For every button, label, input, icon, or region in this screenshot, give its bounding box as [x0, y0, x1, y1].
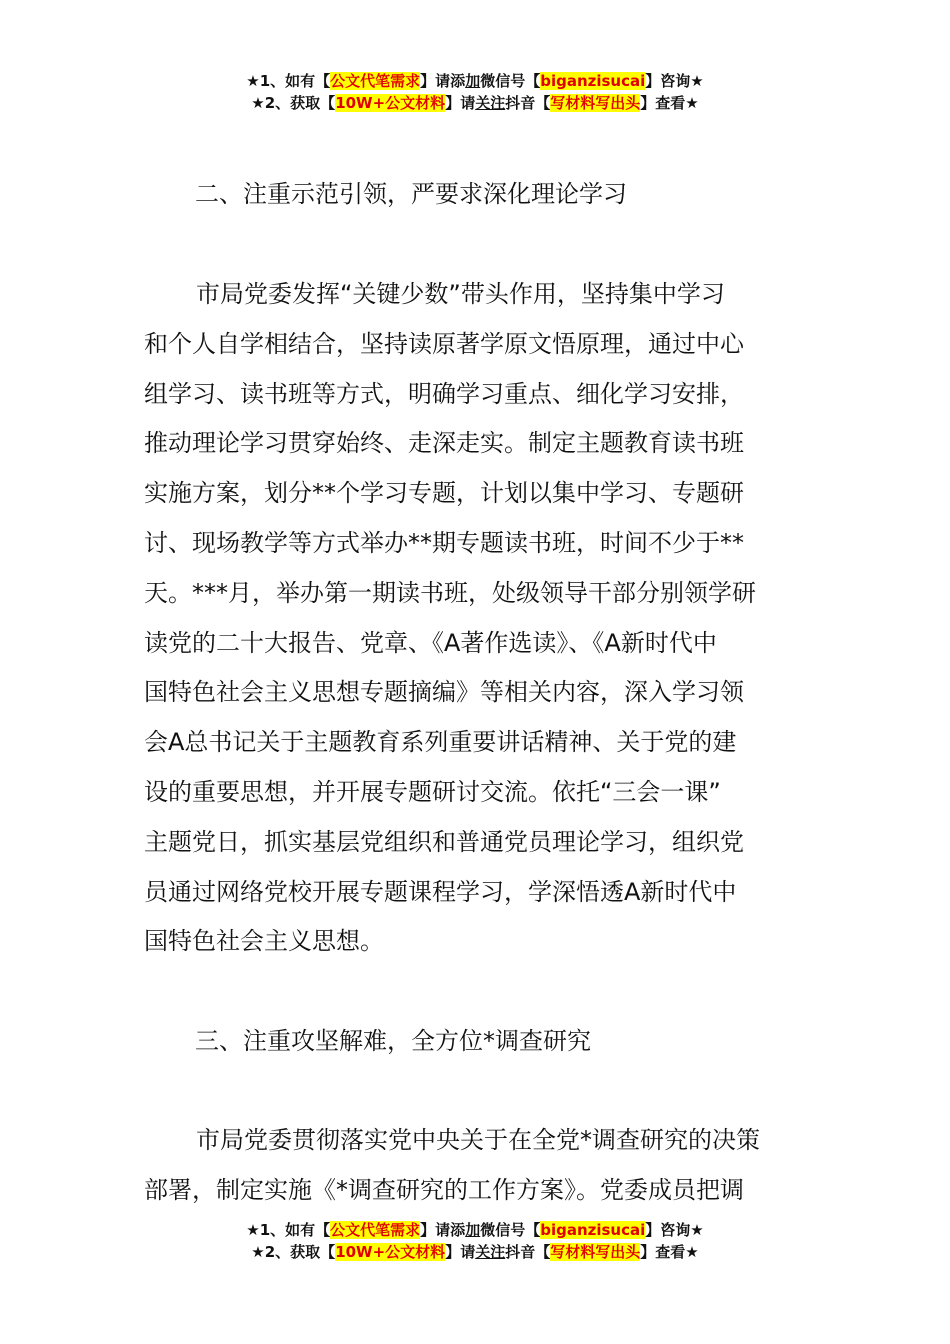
banner-text: 】咨询★	[645, 1221, 704, 1239]
paragraph-line: 读党的二十大报告、党章、《A著作选读》、《A新时代中	[144, 628, 717, 657]
banner-text: 抖音【	[505, 1243, 551, 1261]
paragraph-line: 部署，制定实施《*调查研究的工作方案》。党委成员把调	[144, 1175, 744, 1204]
paragraph-line: 会A总书记关于主题教育系列重要讲话精神、关于党的建	[144, 728, 737, 757]
paragraph-line: 和个人自学相结合，坚持读原著学原文悟原理，通过中心	[144, 329, 744, 358]
banner-text: 】请	[445, 1243, 476, 1261]
paragraph-line: 推动理论学习贯穿始终、走深走实。制定主题教育读书班	[144, 429, 744, 458]
paragraph-line: 主题党日，抓实基层党组织和普通党员理论学习，组织党	[144, 827, 744, 856]
banner-text: ★1、如有【	[246, 1221, 331, 1239]
paragraph-line: 实施方案，划分**个学习专题，计划以集中学习、专题研	[144, 479, 744, 508]
banner-text: 】查看★	[640, 1243, 699, 1261]
paragraph-line: 市局党委发挥“关键少数”带头作用，坚持集中学习	[196, 280, 725, 308]
banner-text: 】请添	[420, 1221, 466, 1239]
banner-text: 】请	[445, 94, 476, 112]
banner-text: 抖音【	[505, 94, 551, 112]
paragraph-line: 员通过网络党校开展专题课程学习，学深悟透A新时代中	[144, 877, 737, 906]
banner-highlight: 10W+公文材料	[335, 1243, 446, 1261]
paragraph-line: 国特色社会主义思想专题摘编》等相关内容，深入学习领	[144, 678, 744, 707]
paragraph-line: 组学习、读书班等方式，明确学习重点、细化学习安排，	[144, 379, 744, 408]
banner-text: ★2、获取【	[251, 1243, 336, 1261]
banner-highlight-douyin-id: 写材料写出头	[550, 1243, 641, 1261]
section-heading-3: 三、注重攻坚解难，全方位*调查研究	[195, 1027, 591, 1055]
banner-text: 】查看★	[640, 94, 699, 112]
banner-underline: 关注	[475, 1243, 506, 1261]
banner-text: 微信号【	[480, 1221, 541, 1239]
paragraph-line: 市局党委贯彻落实党中央关于在全党*调查研究的决策	[196, 1126, 760, 1154]
banner-highlight-douyin-id: 写材料写出头	[550, 94, 641, 112]
banner-text: 】咨询★	[645, 72, 704, 90]
banner-highlight-wechat-id: biganzisucai	[540, 72, 646, 90]
footer-banner-line-2	[0, 1241, 950, 1263]
section-heading-2: 二、注重示范引领，严要求深化理论学习	[195, 180, 627, 208]
paragraph-line: 设的重要思想，并开展专题研讨交流。依托“三会一课”	[144, 777, 721, 806]
footer-banner-line-1	[0, 1219, 950, 1241]
paragraph-2	[144, 1116, 812, 1216]
banner-highlight-wechat-id: biganzisucai	[540, 1221, 646, 1239]
banner-highlight: 10W+公文材料	[335, 94, 446, 112]
banner-text: 微信号【	[480, 72, 541, 90]
paragraph-line: 国特色社会主义思想。	[144, 927, 384, 956]
paragraph-line: 讨、现场教学等方式举办**期专题读书班，时间不少于**	[144, 528, 744, 557]
banner-highlight: 公文代笔需求	[330, 1221, 421, 1239]
header-banner	[0, 70, 950, 114]
header-banner-line-2	[0, 92, 950, 114]
banner-underline: 加	[465, 1221, 481, 1239]
banner-text: 】请添	[420, 72, 466, 90]
banner-underline: 加	[465, 72, 481, 90]
footer-banner	[0, 1219, 950, 1263]
banner-text: ★1、如有【	[246, 72, 331, 90]
banner-highlight: 公文代笔需求	[330, 72, 421, 90]
paragraph-line: 天。***月，举办第一期读书班，处级领导干部分别领学研	[144, 578, 756, 607]
paragraph-1	[144, 270, 812, 967]
banner-text: ★2、获取【	[251, 94, 336, 112]
banner-underline: 关注	[475, 94, 506, 112]
header-banner-line-1	[0, 70, 950, 92]
